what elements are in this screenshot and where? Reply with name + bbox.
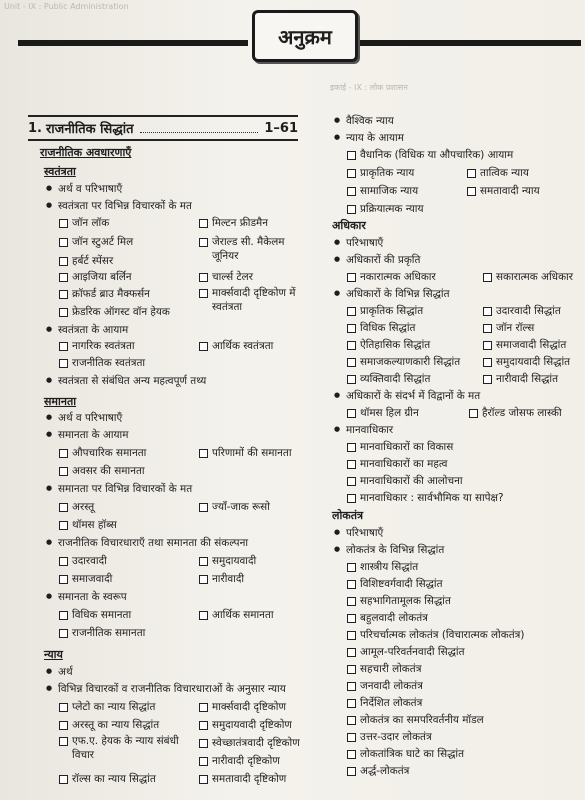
toc-subentry: विशिष्टवर्गवादी सिद्धांत	[360, 578, 443, 590]
toc-subentry: वैधानिक (विधिक या औपचारिक) आयाम	[360, 149, 514, 161]
toc-subentry: समतावादी दृष्टिकोण	[212, 773, 287, 785]
toc-subentry: विधिक समानता	[72, 609, 132, 621]
toc-subentry: थॉमस हिल ग्रीन	[360, 407, 419, 419]
toc-subentry: सहभागितामूलक सिद्धांत	[360, 595, 451, 607]
toc-subentry: उदारवादी सिद्धांत	[496, 305, 561, 317]
toc-entry: ● विभिन्न विचारकों व राजनीतिक विचारधाराओं के अनुसार न्याय	[58, 682, 286, 696]
toc-entry: ● न्याय के आयाम	[346, 131, 404, 145]
toc-subentry: लोकतंत्र का समपरिवर्तनीय मॉडल	[360, 714, 484, 726]
toc-entry: ● अधिकारों की प्रकृति	[346, 253, 420, 267]
toc-subentry: राजनीतिक स्वतंत्रता	[72, 357, 146, 369]
toc-entry: ● स्वतंत्रता से संबंधित अन्य महत्वपूर्ण तथ्य	[58, 374, 206, 388]
toc-subentry: सहचारी लोकतंत्र	[360, 663, 422, 675]
toc-entry: ● अधिकारों के विभिन्न सिद्धांत	[346, 287, 450, 301]
subsection-heading: स्वतंत्रता	[44, 165, 76, 178]
toc-subentry: हर्बर्ट स्पेंसर	[72, 255, 114, 267]
toc-subentry: हैरॉल्ड जोसफ लास्की	[482, 407, 562, 419]
toc-subentry: सामाजिक न्याय	[360, 185, 419, 197]
toc-entry: ● लोकतंत्र के विभिन्न सिद्धांत	[346, 543, 444, 557]
toc-entry: ● मानवाधिकार	[346, 423, 393, 437]
bleed-through-text-right: इकाई - IX : लोक प्रशासन	[330, 83, 408, 91]
toc-subentry: नारीवादी दृष्टिकोण	[212, 755, 280, 767]
toc-entry: ● अर्थ	[58, 665, 73, 679]
toc-subentry: चार्ल्स टेलर	[212, 271, 253, 283]
toc-subentry: शास्त्रीय सिद्धांत	[360, 561, 419, 573]
toc-entry: ● वैश्विक न्याय	[346, 114, 394, 128]
toc-subentry: अर्द्ध-लोकतंत्र	[360, 765, 410, 777]
toc-subentry: समाजवादी	[72, 573, 113, 585]
toc-subentry: मानवाधिकारों की आलोचना	[360, 475, 463, 487]
toc-entry: ● स्वतंत्रता पर विभिन्न विचारकों के मत	[58, 199, 192, 213]
toc-subentry: जेराल्ड सी. मैकेलम जूनियर	[212, 235, 307, 263]
toc-subentry: प्लेटो का न्याय सिद्धांत	[72, 701, 156, 713]
toc-subentry: जॉन रॉल्स	[496, 322, 535, 334]
toc-subentry: मानवाधिकार : सार्वभौमिक या सापेक्ष?	[360, 492, 504, 504]
toc-subentry: उत्तर-उदार लोकतंत्र	[360, 731, 432, 743]
toc-subentry: मिल्टन फ्रीडमैन	[212, 217, 268, 229]
toc-subentry: सकारात्मक अधिकार	[496, 271, 573, 283]
toc-entry: ● अर्थ व परिभाषाएँ	[58, 182, 122, 196]
subsection-heading: न्याय	[44, 648, 63, 661]
toc-subentry: आइजिया बर्लिन	[72, 271, 132, 283]
toc-subentry: नारीवादी सिद्धांत	[496, 373, 559, 385]
toc-subentry: मार्क्सवादी दृष्टिकोण में स्वतंत्रता	[212, 286, 308, 314]
toc-entry: ● स्वतंत्रता के आयाम	[58, 323, 128, 337]
toc-subentry: निर्देशित लोकतंत्र	[360, 697, 423, 709]
toc-subentry: एफ.ए. हेयक के न्याय संबंधी विचार	[72, 734, 192, 762]
toc-subentry: क्रॉफर्ड ब्राउ मैक्फर्सन	[72, 288, 150, 300]
toc-subentry: अरस्तू	[72, 501, 95, 513]
toc-subentry: समुदायवादी सिद्धांत	[496, 356, 571, 368]
toc-subentry: समुदायवादी	[212, 555, 257, 567]
toc-entry: ● अर्थ व परिभाषाएँ	[58, 411, 122, 425]
toc-entry: ● राजनीतिक विचारधाराएँ तथा समानता की संकल्पना	[58, 536, 248, 550]
toc-subentry: लोकतांत्रिक घाटे का सिद्धांत	[360, 748, 465, 760]
toc-subentry: परिचर्चात्मक लोकतंत्र (विचारात्मक लोकतंत्र)	[360, 629, 525, 641]
toc-subentry: समतावादी न्याय	[480, 185, 540, 197]
toc-subentry: नारीवादी	[212, 573, 245, 585]
toc-subentry: राजनीतिक समानता	[72, 627, 146, 639]
toc-subentry: उदारवादी	[72, 555, 107, 567]
toc-subentry: स्वेच्छातंत्रवादी दृष्टिकोण	[212, 737, 300, 749]
toc-entry: ● समानता के स्वरूप	[58, 590, 127, 604]
toc-entry: ● समानता पर विभिन्न विचारकों के मत	[58, 482, 192, 496]
chapter-pages: 1–61	[264, 120, 298, 136]
subsection-heading: समानता	[44, 395, 77, 408]
toc-subentry: नागरिक स्वतंत्रता	[72, 340, 135, 352]
toc-subentry: औपचारिक समानता	[72, 447, 147, 459]
chapter-title: राजनीतिक सिद्धांत	[45, 122, 134, 137]
page-title: अनुक्रम	[252, 10, 358, 62]
toc-subentry: रॉल्स का न्याय सिद्धांत	[72, 773, 156, 785]
section-heading: राजनीतिक अवधारणाएँ	[40, 146, 132, 159]
toc-subentry: आमूल-परिवर्तनवादी सिद्धांत	[360, 646, 465, 658]
toc-subentry: नकारात्मक अधिकार	[360, 271, 436, 283]
toc-subentry: प्रक्रियात्मक न्याय	[360, 203, 424, 215]
subsection-heading: लोकतंत्र	[332, 509, 364, 522]
toc-subentry: आर्थिक स्वतंत्रता	[212, 340, 274, 352]
toc-subentry: मानवाधिकारों का विकास	[360, 441, 454, 453]
toc-subentry: अरस्तू का न्याय सिद्धांत	[72, 719, 160, 731]
toc-entry: ● अधिकारों के संदर्भ में विद्वानों के मत	[346, 389, 480, 403]
toc-subentry: प्राकृतिक सिद्धांत	[360, 305, 424, 317]
toc-subentry: ज्याँ-जाक रूसो	[212, 501, 270, 513]
subsection-heading: अधिकार	[332, 219, 366, 232]
toc-subentry: ऐतिहासिक सिद्धांत	[360, 339, 431, 351]
toc-subentry: तात्विक न्याय	[480, 167, 529, 179]
toc-subentry: समाजवादी सिद्धांत	[496, 339, 567, 351]
toc-subentry: थॉमस हॉब्स	[72, 519, 117, 531]
toc-subentry: जॉन लॉक	[72, 217, 110, 229]
toc-subentry: मानवाधिकारों का महत्व	[360, 458, 448, 470]
toc-subentry: जॉन स्टुअर्ट मिल	[72, 236, 134, 248]
toc-entry: ● समानता के आयाम	[58, 428, 128, 442]
chapter-number: 1.	[28, 120, 42, 136]
toc-subentry: जनवादी लोकतंत्र	[360, 680, 423, 692]
toc-entry: ● परिभाषाएँ	[346, 526, 383, 540]
toc-subentry: विधिक सिद्धांत	[360, 322, 416, 334]
toc-entry: ● परिभाषाएँ	[346, 236, 383, 250]
toc-subentry: समाजकल्याणकारी सिद्धांत	[360, 356, 461, 368]
toc-subentry: फ्रेडरिक ऑगस्ट वॉन हेयक	[72, 306, 170, 318]
toc-subentry: व्यक्तिवादी सिद्धांत	[360, 373, 431, 385]
toc-subentry: मार्क्सवादी दृष्टिकोण	[212, 701, 286, 713]
toc-subentry: बहुलवादी लोकतंत्र	[360, 612, 428, 624]
toc-subentry: प्राकृतिक न्याय	[360, 167, 415, 179]
toc-subentry: समुदायवादी दृष्टिकोण	[212, 719, 292, 731]
toc-subentry: आर्थिक समानता	[212, 609, 274, 621]
toc-subentry: अवसर की समानता	[72, 465, 145, 477]
bleed-through-text: Unit - IX : Public Administration	[4, 2, 129, 11]
toc-subentry: परिणामों की समानता	[212, 447, 292, 459]
